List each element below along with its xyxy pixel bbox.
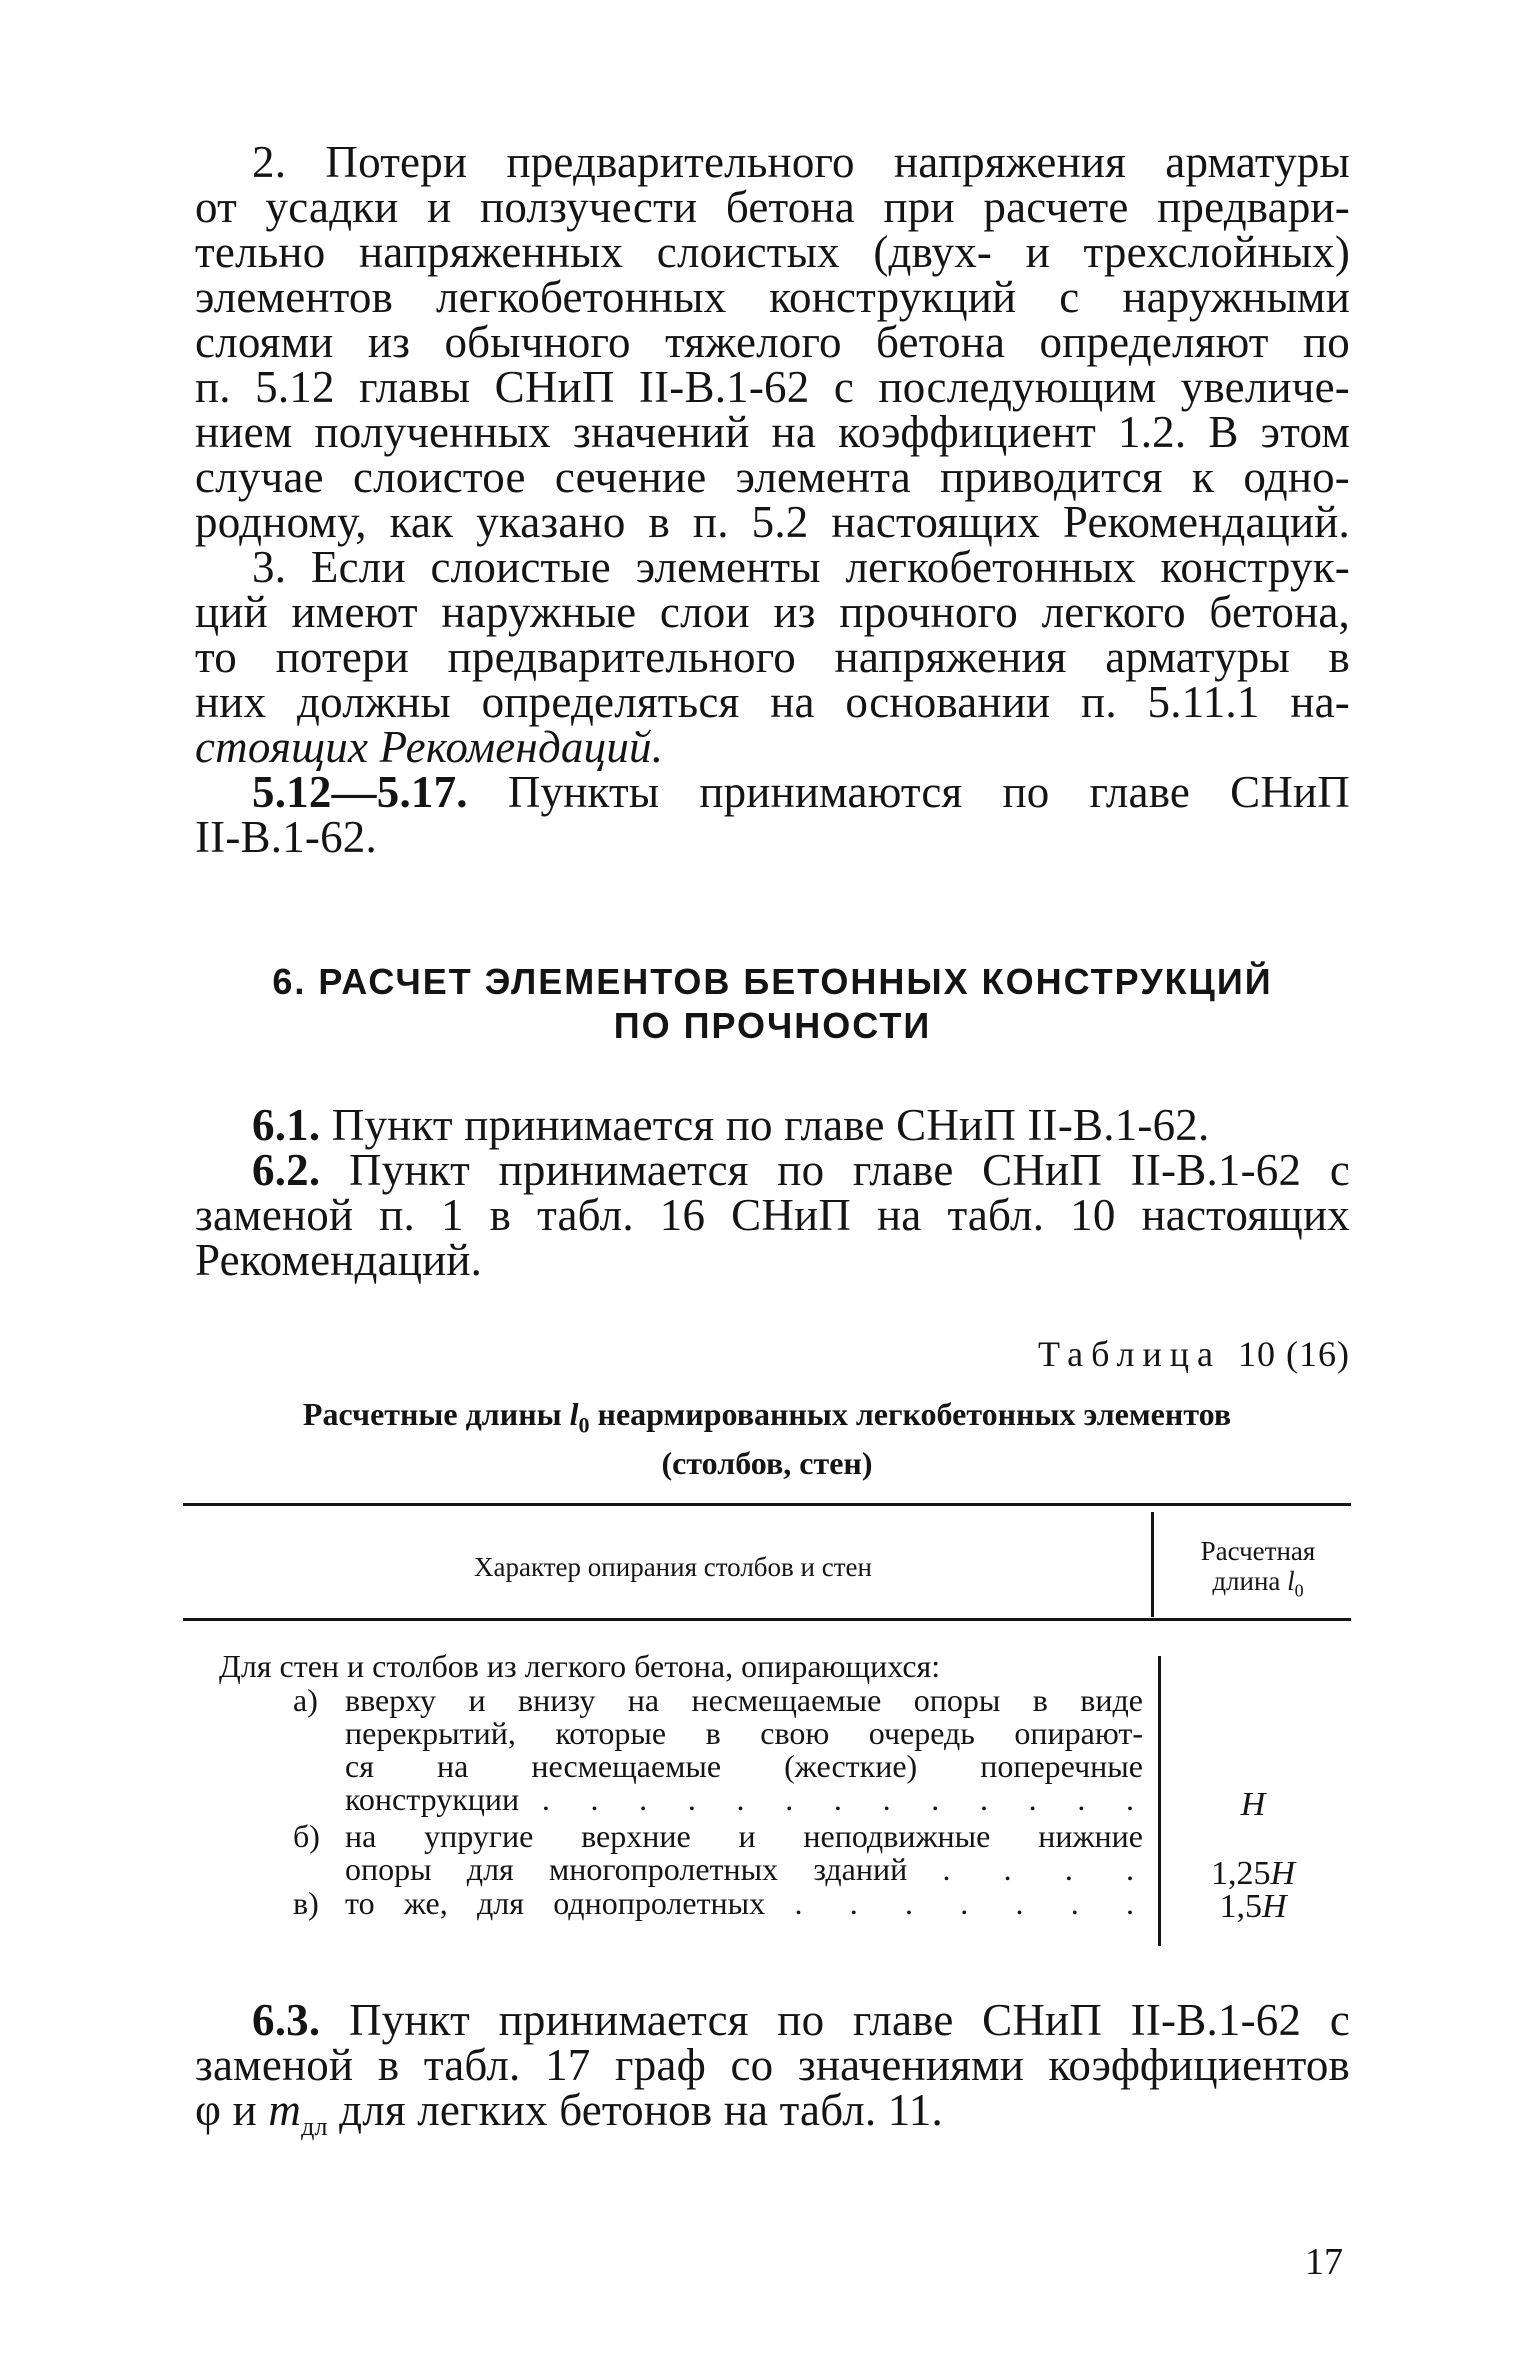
clause-number: 6.1. xyxy=(252,1100,321,1150)
table-row-value xyxy=(1188,1786,1318,1824)
table-column-divider xyxy=(1158,1656,1161,1946)
table-intro-row: Для стен и столбов из легкого бетона, опирающихся: xyxy=(219,1648,941,1684)
table-row-text xyxy=(345,1887,1143,1920)
column-header-length xyxy=(1168,1536,1348,1605)
text-line: 2. Потери предварительного напряжения арматуры xyxy=(252,137,1350,187)
table-title xyxy=(183,1395,1351,1482)
title-line: (столбов, стен) xyxy=(661,1445,873,1482)
text-line: элементов легкобетонных конструкций с наружными xyxy=(195,272,1350,322)
title-line xyxy=(183,1395,1351,1444)
title-symbol: l xyxy=(569,1396,579,1432)
italic-text: стоящих Рекомендаций. xyxy=(195,722,664,772)
value-variable: H xyxy=(1261,1888,1287,1925)
row-line: на упругие верхние и неподвижные нижние xyxy=(345,1818,1143,1854)
row-line xyxy=(345,1783,1143,1816)
clause-text: φ и xyxy=(195,2085,269,2135)
section-6-paragraphs xyxy=(195,1100,1351,1285)
header-subscript: 0 xyxy=(1294,1580,1304,1601)
row-line: ся на несмещаемые (жесткие) поперечные xyxy=(345,1748,1143,1784)
row-line xyxy=(345,1887,1143,1920)
table-row-text xyxy=(345,1820,1143,1886)
paragraph-5-12 xyxy=(195,767,1350,862)
row-line: вверху и внизу на несмещаемые опоры в виде xyxy=(345,1682,1143,1718)
table-row-marker: а) xyxy=(293,1682,318,1718)
text-line: от усадки и ползучести бетона при расчете предвари- xyxy=(195,182,1350,232)
page-body xyxy=(195,137,1350,862)
clause-number: 6.2. xyxy=(252,1145,321,1195)
value-number: 1,25 xyxy=(1210,1855,1271,1892)
coefficient-symbol: m xyxy=(268,2085,302,2135)
clause-text: Пункт принимается по главе СНиП II-В.1-62. xyxy=(331,1100,1210,1150)
clause-text: Пункты принимаются по главе СНиП xyxy=(507,767,1350,817)
caption-word: Таблица xyxy=(1038,1334,1222,1374)
text-line xyxy=(195,722,1350,772)
clause-text: для легких бетонов на табл. 11. xyxy=(327,2085,943,2135)
text-line xyxy=(195,2085,1350,2149)
text-line: II-В.1-62. xyxy=(195,812,377,862)
text-line xyxy=(195,1145,1351,1195)
paragraph-6-3 xyxy=(195,1995,1351,2149)
text-line: родному, как указано в п. 5.2 настоящих Рекомендаций. xyxy=(195,497,1350,547)
text-line: Рекомендаций. xyxy=(195,1235,483,1285)
row-line xyxy=(345,1853,1143,1886)
row-text: опоры для многопролетных зданий xyxy=(345,1851,908,1887)
clause-text: Пункт принимается по главе СНиП II-В.1-62 с xyxy=(348,1145,1351,1195)
leader-dots: . . . . . . . . . . . . . xyxy=(541,1781,1144,1817)
text-line xyxy=(195,767,1350,817)
table-top-rule xyxy=(183,1503,1351,1506)
table-row-marker: б) xyxy=(293,1818,320,1854)
value-number: 1,5 xyxy=(1219,1888,1262,1925)
page-number: 17 xyxy=(1305,2241,1343,2283)
text-line xyxy=(195,1995,1351,2045)
paragraph-body xyxy=(195,1995,1351,2149)
caption-number: 10 (16) xyxy=(1238,1334,1350,1374)
column-header-character: Характер опирания столбов и стен xyxy=(474,1552,872,1582)
heading-line: ПО ПРОЧНОСТИ xyxy=(613,1005,932,1046)
text-line xyxy=(195,1100,1350,1150)
text-line: ций имеют наружные слои из прочного легкого бетона, xyxy=(195,587,1350,637)
table-row-text xyxy=(345,1684,1143,1816)
text-line: п. 5.12 главы СНиП II-В.1-62 с последующим увеличе- xyxy=(195,362,1350,412)
clause-number: 6.3. xyxy=(252,1995,321,2045)
header-line xyxy=(1168,1566,1348,1605)
table-row-value xyxy=(1188,1888,1318,1926)
text-line: слоями из обычного тяжелого бетона определяют по xyxy=(195,317,1350,367)
row-text: то же, для однопролетных xyxy=(345,1885,766,1921)
header-text: длина xyxy=(1212,1566,1288,1596)
table-row-marker: в) xyxy=(293,1885,319,1921)
clause-text: Пункт принимается по главе СНиП II-В.1-62 с xyxy=(348,1995,1351,2045)
text-line: то потери предварительного напряжения арматуры в xyxy=(195,632,1350,682)
clause-number: 5.12—5.17. xyxy=(252,767,468,817)
text-line: 3. Если слоистые элементы легкобетонных конструк- xyxy=(252,542,1350,592)
paragraph-6-2 xyxy=(195,1145,1351,1285)
data-table xyxy=(183,1500,1351,1960)
title-text: Расчетные длины xyxy=(302,1396,570,1432)
coefficient-subscript: дл xyxy=(301,2112,328,2141)
leader-dots: . . . . . . . xyxy=(794,1885,1144,1921)
text-line: случае слоистое сечение элемента приводится к одно- xyxy=(195,452,1350,502)
heading-line: 6. РАСЧЕТ ЭЛЕМЕНТОВ БЕТОННЫХ КОНСТРУКЦИЙ xyxy=(272,961,1273,1002)
row-text: конструкции xyxy=(345,1781,520,1817)
table-header-rule xyxy=(183,1618,1351,1621)
title-subscript: 0 xyxy=(578,1412,590,1438)
text-line: заменой п. 1 в табл. 16 СНиП на табл. 10 настоящих xyxy=(195,1190,1350,1240)
value-variable: H xyxy=(1240,1786,1266,1823)
header-symbol: l xyxy=(1287,1566,1295,1596)
paragraph-6-1 xyxy=(195,1100,1350,1150)
paragraph-3 xyxy=(195,542,1350,772)
text-line: заменой в табл. 17 граф со значениями коэффициентов xyxy=(195,2040,1350,2090)
text-line: тельно напряженных слоистых (двух- и трехслойных) xyxy=(195,227,1350,277)
leader-dots: . . . . xyxy=(942,1851,1144,1887)
table-caption xyxy=(195,1333,1350,1375)
text-line: нием полученных значений на коэффициент 1.2. В этом xyxy=(195,407,1350,457)
value-variable: H xyxy=(1270,1855,1296,1892)
section-heading xyxy=(195,960,1350,1048)
table-number xyxy=(195,1333,1350,1375)
title-text: неармированных легкобетонных элементов xyxy=(589,1396,1232,1432)
table-column-divider xyxy=(1151,1512,1154,1617)
paragraph-2 xyxy=(195,137,1350,547)
row-line: перекрытий, которые в свою очередь опирают- xyxy=(345,1715,1143,1751)
text-line: них должны определяться на основании п. 5.11.1 на- xyxy=(195,677,1350,727)
header-line: Расчетная xyxy=(1200,1536,1316,1566)
